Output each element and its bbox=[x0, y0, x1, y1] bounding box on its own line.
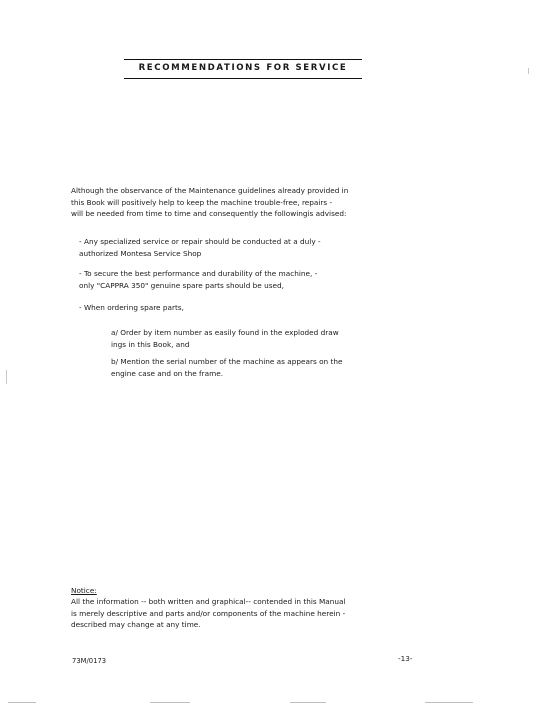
subitem-line: b/ Mention the serial number of the machine as appears on the bbox=[111, 357, 343, 366]
document-reference: 73M/0173 bbox=[72, 657, 107, 665]
subitem-line: engine case and on the frame. bbox=[111, 368, 224, 378]
scan-artifact bbox=[425, 702, 473, 703]
title-rule-top bbox=[124, 59, 362, 60]
notice-heading: Notice: bbox=[71, 586, 97, 595]
scan-artifact bbox=[150, 702, 190, 703]
recommendation-item bbox=[79, 302, 184, 314]
recommendation-line: only "CAPPRA 350" genuine spare parts should be used, bbox=[79, 280, 284, 290]
title-rule-bottom bbox=[124, 78, 362, 79]
intro-paragraph bbox=[71, 185, 348, 220]
notice-body bbox=[71, 596, 346, 631]
subitem-line: a/ Order by item number as easily found in the exploded draw bbox=[111, 328, 339, 337]
notice-line: is merely descriptive and parts and/or components of the machine herein - bbox=[71, 608, 346, 618]
spare-parts-subitem bbox=[111, 327, 339, 350]
scan-artifact bbox=[290, 702, 326, 703]
notice-line: All the information -- both written and graphical-- contended in this Manual bbox=[71, 597, 346, 606]
page-title: RECOMMENDATIONS FOR SERVICE bbox=[138, 63, 348, 73]
recommendation-item bbox=[79, 236, 321, 259]
recommendation-line: authorized Montesa Service Shop bbox=[79, 248, 202, 258]
intro-line: this Book will positively help to keep the machine trouble-free, repairs - bbox=[71, 197, 333, 207]
recommendation-line: - To secure the best performance and durability of the machine, - bbox=[79, 269, 318, 278]
scan-artifact bbox=[528, 68, 529, 74]
spare-parts-subitem bbox=[111, 356, 342, 379]
scan-artifact bbox=[8, 702, 36, 703]
scan-artifact bbox=[6, 370, 7, 384]
subitem-line: ings in this Book, and bbox=[111, 339, 190, 349]
page-number: -13- bbox=[398, 654, 413, 663]
recommendation-line: - Any specialized service or repair should be conducted at a duly - bbox=[79, 237, 321, 246]
intro-line: will be needed from time to time and consequently the followingis advised: bbox=[71, 209, 347, 219]
notice-line: described may change at any time. bbox=[71, 620, 201, 630]
recommendation-line: - When ordering spare parts, bbox=[79, 303, 184, 312]
intro-line: Although the observance of the Maintenance guidelines already provided in bbox=[71, 186, 349, 195]
recommendation-item bbox=[79, 268, 317, 291]
